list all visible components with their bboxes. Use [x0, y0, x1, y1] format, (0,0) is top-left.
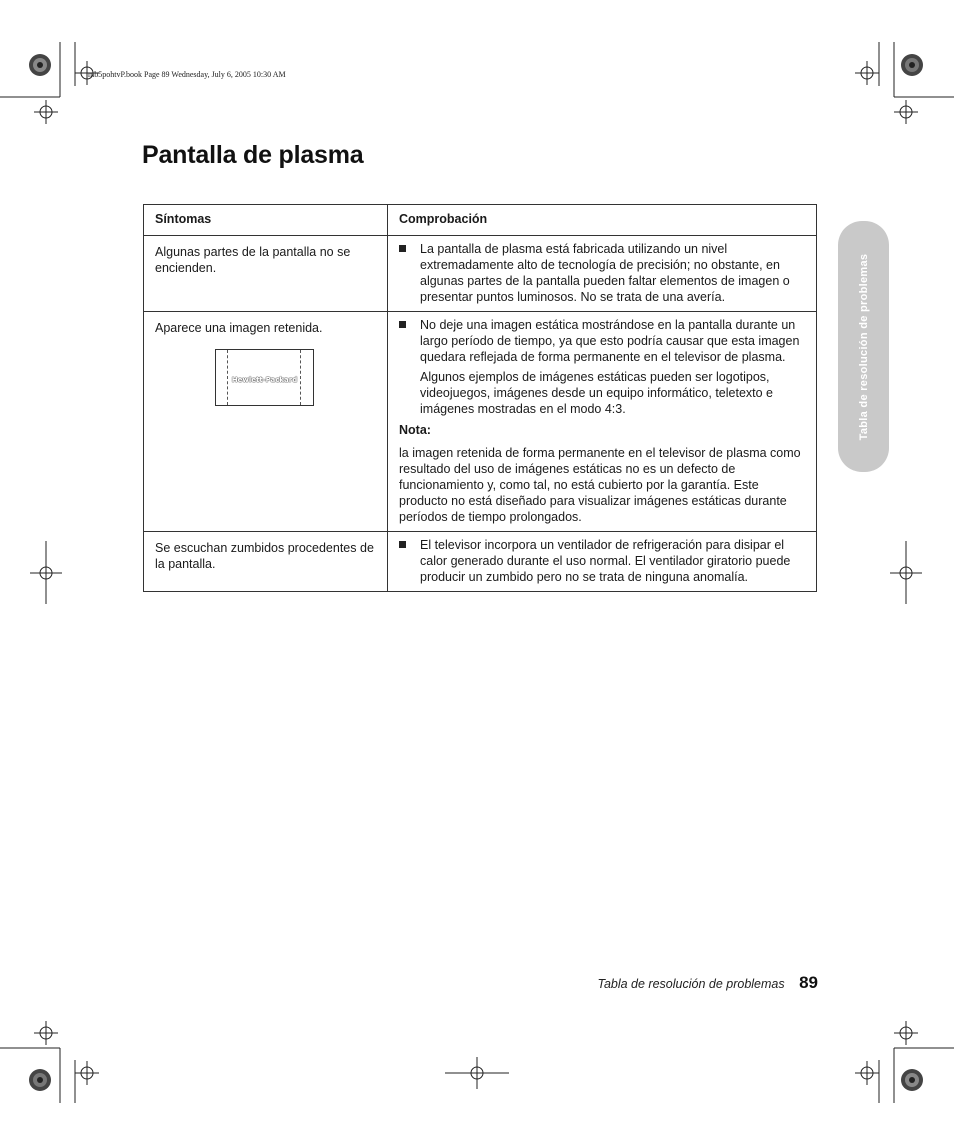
starburst-icon — [901, 1069, 923, 1091]
crosshair-icon — [75, 1061, 99, 1085]
symptom-cell: Algunas partes de la pantalla no se encienden. — [144, 236, 388, 312]
table-row — [144, 532, 817, 592]
bullet-text: La pantalla de plasma está fabricada utilizando un nivel extremadamente alto de tecnología de precisión; no obstante, en algunas partes de la pantalla pueden faltar elementos de imagen o presentar puntos luminosos. No se trata de una avería. — [420, 242, 790, 304]
note-label: Nota: — [399, 423, 431, 437]
bullet-square-icon — [399, 321, 406, 328]
check-column-header: Comprobación — [388, 205, 817, 236]
symptom-cell — [144, 312, 388, 532]
check-cell — [388, 236, 817, 312]
side-tab-label: Tabla de resolución de problemas — [857, 253, 870, 440]
bullet-item — [399, 537, 806, 585]
footer-section-title: Tabla de resolución de problemas — [597, 977, 785, 991]
crosshair-icon — [34, 100, 58, 124]
starburst-icon — [901, 54, 923, 76]
table-header-row — [144, 205, 817, 236]
symptom-cell: Se escuchan zumbidos procedentes de la pantalla. — [144, 532, 388, 592]
symptoms-column-header: Síntomas — [144, 205, 388, 236]
bullet-text: No deje una imagen estática mostrándose en la pantalla durante un largo período de tiempo, ya que esto podría causar que esta imagen quedara reflejada de forma permanente en el televisor de plasma. — [420, 318, 800, 364]
crosshair-icon — [894, 100, 918, 124]
starburst-icon — [29, 54, 51, 76]
crosshair-icon — [890, 541, 922, 604]
check-cell — [388, 312, 817, 532]
bullet-item — [399, 241, 806, 305]
page-footer — [597, 973, 818, 993]
table-row — [144, 236, 817, 312]
section-side-tab — [838, 221, 889, 472]
crosshair-icon — [855, 61, 879, 85]
table-row — [144, 312, 817, 532]
extra-paragraph: Algunos ejemplos de imágenes estáticas pueden ser logotipos, videojuegos, imágenes desde un equipo informático, teletexto e imágenes mostradas en el modo 4:3. — [420, 370, 774, 416]
crosshair-icon — [34, 1021, 58, 1045]
page-title: Pantalla de plasma — [142, 141, 364, 169]
check-cell — [388, 532, 817, 592]
symptom-text: Aparece una imagen retenida. — [155, 321, 323, 335]
bullet-text: El televisor incorpora un ventilador de refrigeración para disipar el calor generado durante el uso normal. El ventilador giratorio puede producir un zumbido pero no se trata de ninguna anomalía. — [420, 538, 791, 584]
crosshair-icon — [855, 1061, 879, 1085]
bullet-square-icon — [399, 245, 406, 252]
crosshair-icon — [445, 1057, 509, 1089]
bullet-square-icon — [399, 541, 406, 548]
print-header-info: mb5pohtvP.book Page 89 Wednesday, July 6, 2005 10:30 AM — [88, 70, 286, 79]
page-number: 89 — [799, 973, 818, 992]
troubleshooting-table — [143, 204, 817, 592]
bullet-item — [399, 317, 806, 365]
note-text: la imagen retenida de forma permanente en el televisor de plasma como resultado del uso de imágenes estáticas no es un defecto de funcionamiento y, como tal, no está cubierto por la garantía. Este producto no está diseñado para visualizar imágenes estáticas durante períodos de tiempo prolongados. — [399, 446, 801, 524]
starburst-icon — [29, 1069, 51, 1091]
retained-logo: Hewlett-Packard — [231, 376, 298, 384]
retained-image-illustration — [215, 349, 314, 406]
crosshair-icon — [894, 1021, 918, 1045]
crosshair-icon — [30, 541, 62, 604]
